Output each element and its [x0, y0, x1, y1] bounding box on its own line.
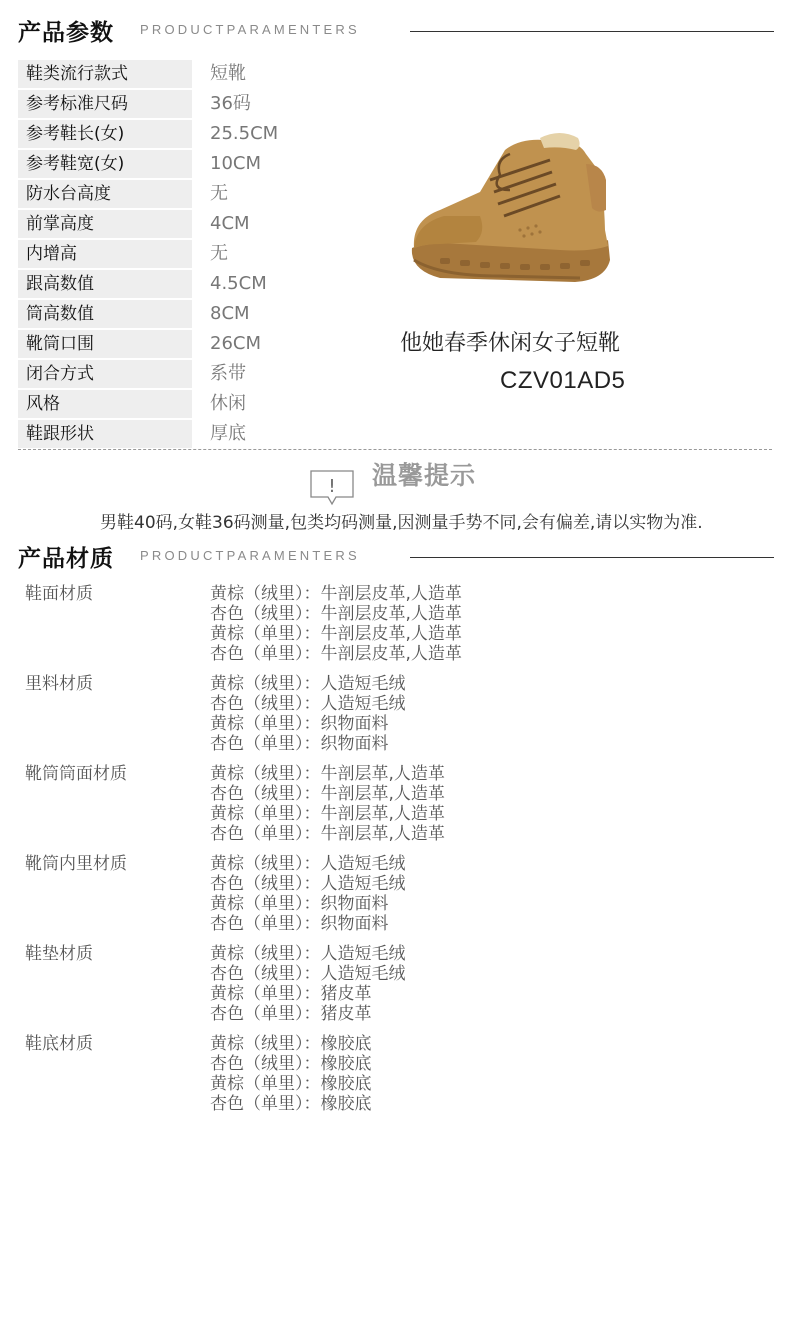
param-label: 跟高数值	[18, 270, 192, 298]
material-group	[0, 944, 790, 1034]
param-label: 鞋类流行款式	[18, 60, 192, 88]
param-row	[18, 60, 358, 90]
material-line: 黄棕（单里）：牛剖层革,人造革	[210, 804, 445, 824]
param-value: 短靴	[210, 63, 246, 84]
material-line: 杏色（绒里）：牛剖层皮革,人造革	[210, 604, 462, 624]
param-label: 靴筒口围	[18, 330, 192, 358]
param-value: 26CM	[210, 333, 262, 354]
param-row	[18, 90, 358, 120]
param-label: 鞋跟形状	[18, 420, 192, 448]
param-value: 休闲	[210, 393, 246, 414]
param-row	[18, 240, 358, 270]
notice-text: 男鞋40码,女鞋36码测量,包类均码测量,因测量手势不同,会有偏差,请以实物为准.	[100, 513, 703, 533]
material-line: 杏色（绒里）：牛剖层革,人造革	[210, 784, 445, 804]
param-value: 4CM	[210, 213, 250, 234]
material-label: 鞋底材质	[25, 1034, 93, 1054]
material-line: 黄棕（绒里）：人造短毛绒	[210, 674, 406, 694]
param-value: 25.5CM	[210, 123, 279, 144]
param-value: 系带	[210, 363, 246, 384]
param-row	[18, 270, 358, 300]
material-line: 黄棕（绒里）：人造短毛绒	[210, 944, 406, 964]
material-line: 杏色（单里）：牛剖层皮革,人造革	[210, 644, 462, 664]
exclamation-mark: !	[328, 476, 336, 497]
material-line: 黄棕（单里）：织物面料	[210, 894, 389, 914]
material-group	[0, 1034, 790, 1124]
param-value: 无	[210, 183, 228, 204]
material-line: 黄棕（单里）：织物面料	[210, 714, 389, 734]
material-line: 杏色（单里）：牛剖层革,人造革	[210, 824, 445, 844]
material-group	[0, 854, 790, 944]
material-line: 杏色（绒里）：人造短毛绒	[210, 964, 406, 984]
material-line: 黄棕（单里）：橡胶底	[210, 1074, 372, 1094]
param-row	[18, 180, 358, 210]
param-label: 参考标准尺码	[18, 90, 192, 118]
param-value: 36码	[210, 93, 251, 114]
material-line: 黄棕（绒里）：牛剖层皮革,人造革	[210, 584, 462, 604]
param-label: 筒高数值	[18, 300, 192, 328]
param-label: 参考鞋长(女)	[18, 120, 192, 148]
params-table	[18, 60, 358, 450]
material-line: 黄棕（单里）：牛剖层皮革,人造革	[210, 624, 462, 644]
product-code: CZV01AD5	[500, 367, 626, 394]
material-line: 杏色（单里）：织物面料	[210, 914, 389, 934]
notice-title: 温馨提示	[372, 461, 477, 490]
material-line: 黄棕（绒里）：人造短毛绒	[210, 854, 406, 874]
materials-section-title: 产品材质	[18, 546, 114, 572]
param-row	[18, 210, 358, 240]
section-divider	[410, 557, 774, 558]
materials-list	[0, 584, 790, 1124]
param-value: 厚底	[210, 423, 246, 444]
material-line: 黄棕（绒里）：橡胶底	[210, 1034, 372, 1054]
param-value: 4.5CM	[210, 273, 267, 294]
param-label: 风格	[18, 390, 192, 418]
material-label: 鞋垫材质	[25, 944, 93, 964]
param-label: 闭合方式	[18, 360, 192, 388]
param-row	[18, 360, 358, 390]
material-line: 杏色（绒里）：人造短毛绒	[210, 874, 406, 894]
material-label: 靴筒内里材质	[25, 854, 127, 874]
product-name: 他她春季休闲女子短靴	[400, 331, 621, 356]
material-label: 鞋面材质	[25, 584, 93, 604]
boot-illustration	[400, 120, 620, 295]
materials-section-header	[0, 532, 790, 572]
param-value: 无	[210, 243, 228, 264]
speech-bubble-icon	[310, 470, 354, 506]
material-group	[0, 584, 790, 674]
param-label: 防水台高度	[18, 180, 192, 208]
param-value: 10CM	[210, 153, 262, 174]
dashed-divider	[18, 449, 772, 450]
params-section-title: 产品参数	[18, 20, 114, 46]
material-line: 黄棕（单里）：猪皮革	[210, 984, 372, 1004]
param-row	[18, 300, 358, 330]
param-row	[18, 390, 358, 420]
params-section-header	[0, 6, 790, 46]
material-group	[0, 764, 790, 854]
param-label: 参考鞋宽(女)	[18, 150, 192, 178]
param-label: 前掌高度	[18, 210, 192, 238]
material-line: 杏色（单里）：猪皮革	[210, 1004, 372, 1024]
material-label: 靴筒筒面材质	[25, 764, 127, 784]
product-image	[400, 120, 620, 295]
section-divider	[410, 31, 774, 32]
material-line: 黄棕（绒里）：牛剖层革,人造革	[210, 764, 445, 784]
material-line: 杏色（绒里）：橡胶底	[210, 1054, 372, 1074]
material-line: 杏色（单里）：织物面料	[210, 734, 389, 754]
param-row	[18, 120, 358, 150]
param-row	[18, 150, 358, 180]
material-group	[0, 674, 790, 764]
material-label: 里料材质	[25, 674, 93, 694]
materials-section-subtitle: PRODUCTPARAMENTERS	[140, 548, 360, 563]
material-line: 杏色（单里）：橡胶底	[210, 1094, 372, 1114]
params-section-subtitle: PRODUCTPARAMENTERS	[140, 22, 360, 37]
param-label: 内增高	[18, 240, 192, 268]
material-line: 杏色（绒里）：人造短毛绒	[210, 694, 406, 714]
param-row	[18, 420, 358, 450]
param-value: 8CM	[210, 303, 250, 324]
param-row	[18, 330, 358, 360]
